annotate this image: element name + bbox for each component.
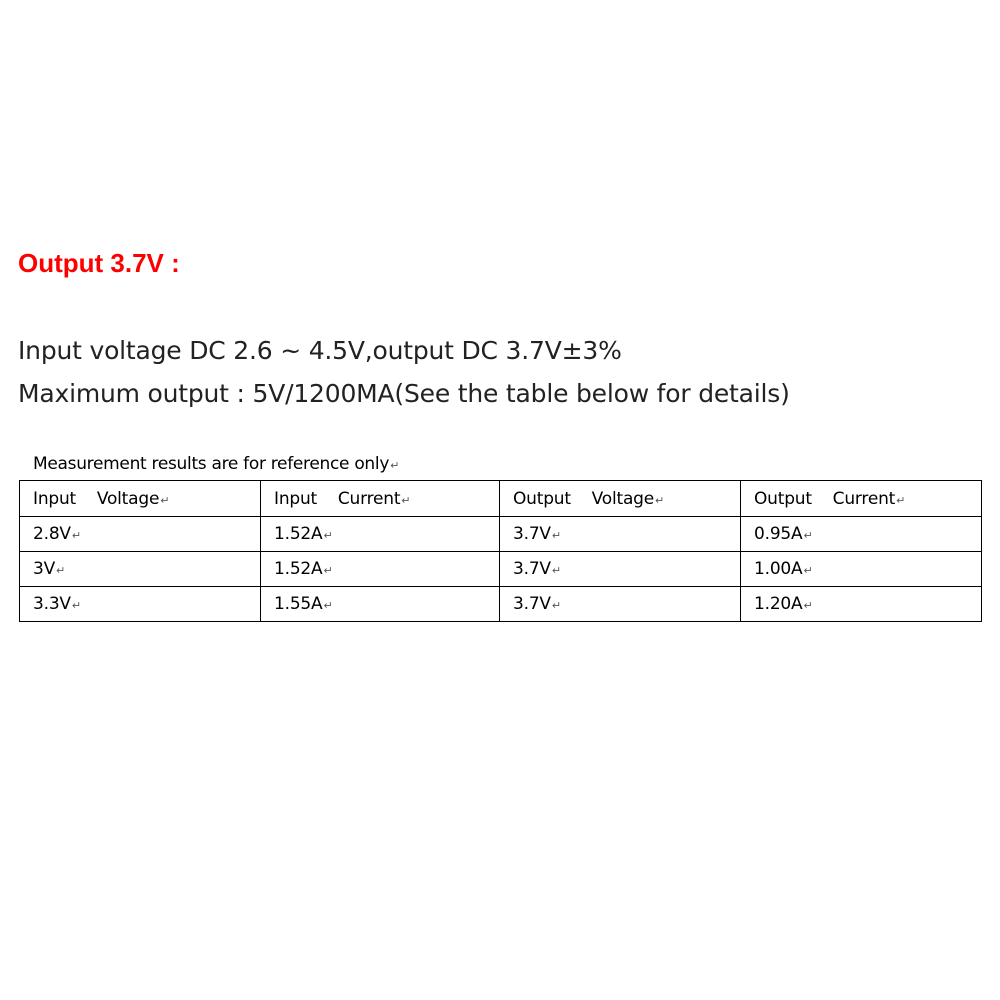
cell-value: 3.3V xyxy=(33,594,71,614)
paragraph-mark-icon: ↵ xyxy=(551,564,561,577)
header-label: Output Current xyxy=(754,488,896,509)
table-caption-text: Measurement results are for reference only xyxy=(33,454,390,474)
paragraph-mark-icon: ↵ xyxy=(160,493,170,507)
paragraph-mark-icon: ↵ xyxy=(803,564,813,577)
spec-maximum-output: Maximum output : 5V/1200MA(See the table below for details) xyxy=(18,379,790,408)
cell-value: 3V xyxy=(33,559,56,579)
paragraph-mark-icon: ↵ xyxy=(56,564,66,577)
paragraph-mark-icon: ↵ xyxy=(803,599,813,612)
header-input-current xyxy=(261,481,500,517)
table-cell xyxy=(20,517,261,552)
table-cell xyxy=(20,587,261,622)
table-cell xyxy=(261,552,500,587)
table-cell xyxy=(500,552,741,587)
table-cell xyxy=(741,517,982,552)
paragraph-mark-icon: ↵ xyxy=(401,493,411,507)
table-cell xyxy=(261,587,500,622)
header-output-current xyxy=(741,481,982,517)
paragraph-mark-icon: ↵ xyxy=(551,529,561,542)
table-cell xyxy=(741,587,982,622)
table-cell xyxy=(500,517,741,552)
cell-value: 3.7V xyxy=(513,594,551,614)
paragraph-mark-icon: ↵ xyxy=(323,529,333,542)
header-output-voltage xyxy=(500,481,741,517)
header-label: Input Voltage xyxy=(33,488,160,509)
paragraph-mark-icon: ↵ xyxy=(71,529,81,542)
table-row xyxy=(20,587,982,622)
paragraph-mark-icon: ↵ xyxy=(390,459,400,472)
cell-value: 1.52A xyxy=(274,559,323,579)
paragraph-mark-icon: ↵ xyxy=(551,599,561,612)
table-caption xyxy=(33,454,399,474)
cell-value: 0.95A xyxy=(754,524,803,544)
cell-value: 1.52A xyxy=(274,524,323,544)
cell-value: 3.7V xyxy=(513,524,551,544)
paragraph-mark-icon: ↵ xyxy=(896,493,906,507)
table-row xyxy=(20,517,982,552)
header-label: Input Current xyxy=(274,488,401,509)
cell-value: 2.8V xyxy=(33,524,71,544)
paragraph-mark-icon: ↵ xyxy=(803,529,813,542)
cell-value: 1.20A xyxy=(754,594,803,614)
header-label: Output Voltage xyxy=(513,488,655,509)
cell-value: 3.7V xyxy=(513,559,551,579)
table-row xyxy=(20,552,982,587)
paragraph-mark-icon: ↵ xyxy=(655,493,665,507)
paragraph-mark-icon: ↵ xyxy=(71,599,81,612)
header-input-voltage xyxy=(20,481,261,517)
paragraph-mark-icon: ↵ xyxy=(323,564,333,577)
table-cell xyxy=(741,552,982,587)
spec-input-output-voltage: Input voltage DC 2.6 ~ 4.5V,output DC 3.7V±3% xyxy=(18,336,622,365)
table-cell xyxy=(500,587,741,622)
paragraph-mark-icon: ↵ xyxy=(323,599,333,612)
section-title: Output 3.7V : xyxy=(18,248,180,278)
table-header-row xyxy=(20,481,982,517)
cell-value: 1.00A xyxy=(754,559,803,579)
table-cell xyxy=(20,552,261,587)
measurement-results-table xyxy=(19,480,982,622)
table-cell xyxy=(261,517,500,552)
cell-value: 1.55A xyxy=(274,594,323,614)
